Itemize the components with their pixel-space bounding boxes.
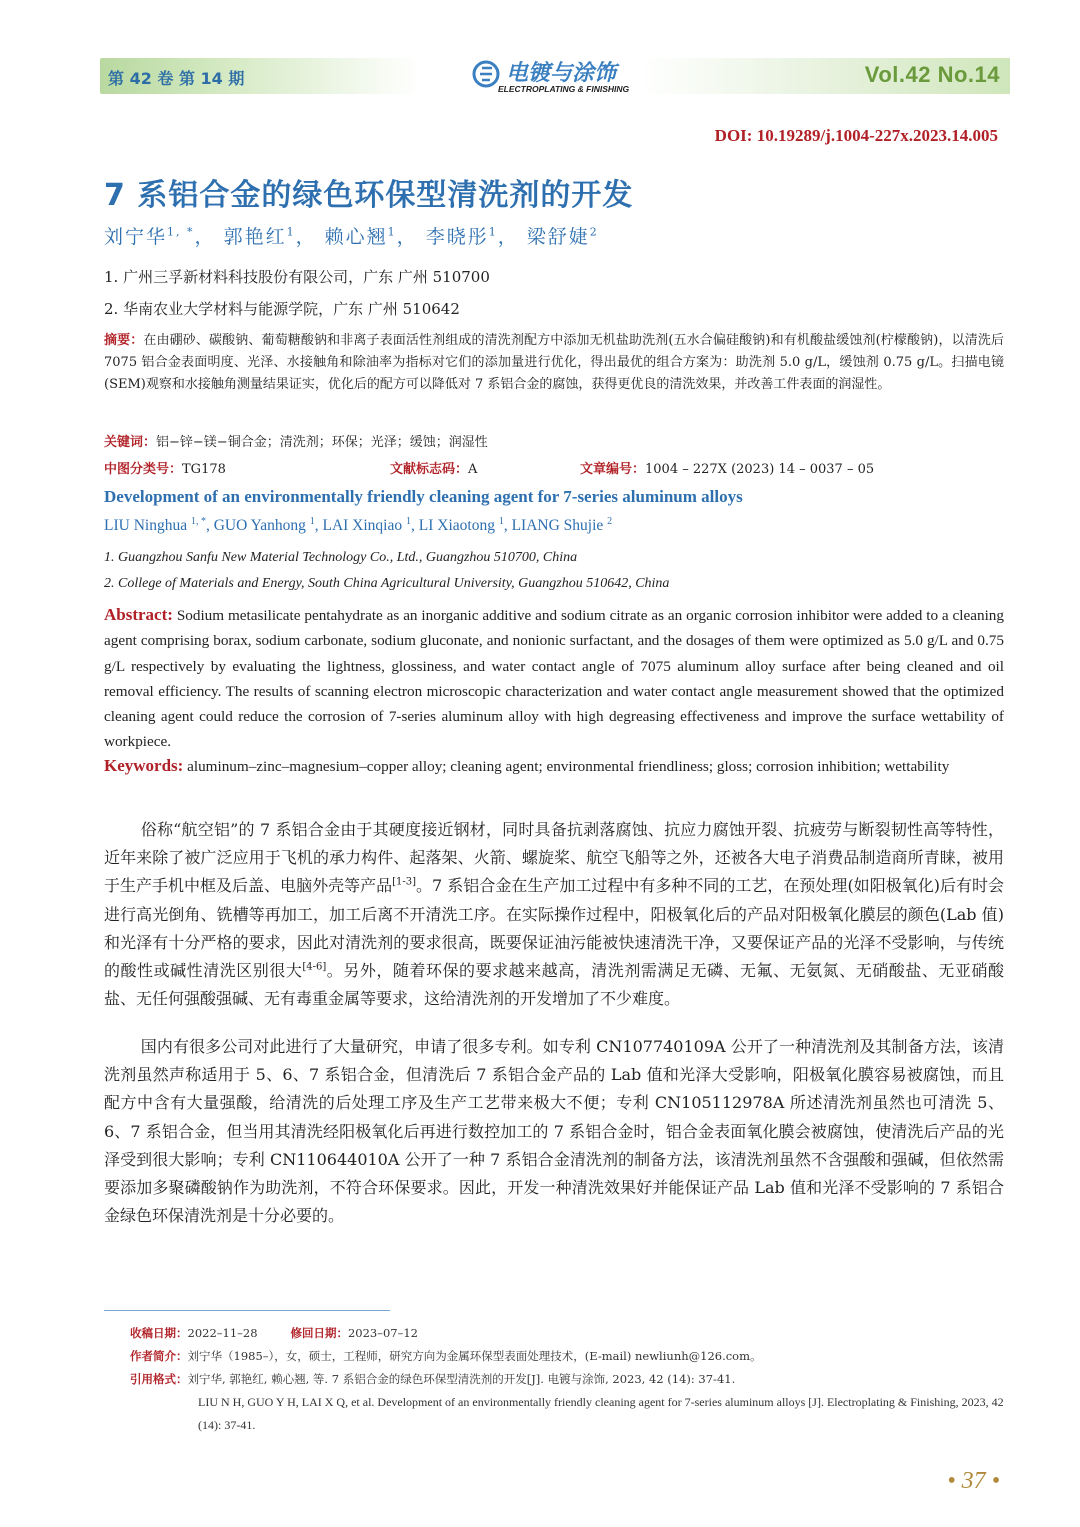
abstract-en-text: Sodium metasilicate pentahydrate as an inorganic additive and sodium citrate as an organic corrosion inhibitor were added to a cleaning agent comprising borax, sodium carbonate, sodium gluconate, and nonionic surfactant, and the dosages of them were optimized as 5.0 g/L and 0.75 g/L respectively by evaluating the lightness, glossiness, and water contact angle of 7075 aluminum alloy surface after being cleaned and oil removal efficiency. The results of scanning electron microscopic characterization and water contact angle measurement showed that the optimized cleaning agent could reduce the corrosion of 7-series aluminum alloy with high degreasing effectiveness and improve the surface wettability of workpiece. xyxy=(104,607,1004,751)
author-sup: 1, * xyxy=(167,225,195,239)
author-sup: 1 xyxy=(286,225,296,239)
author-name: 郭艳红 xyxy=(223,226,287,248)
author-sup-en: 1 xyxy=(498,516,504,527)
citation-ref[interactable]: [1-3] xyxy=(392,877,417,889)
citation-ref[interactable]: [4-6] xyxy=(302,961,327,973)
footnote-dates xyxy=(130,1322,418,1344)
author-name: 刘宁华 xyxy=(104,226,168,248)
doc-value: A xyxy=(468,462,478,477)
authors-en: LIU Ninghua $^{1, *}$, GUO Yanhong $^1$, LAI Xinqiao $^1$, LI Xiaotong $^1$, LIANG Shujie $^2$ xyxy=(104,516,613,535)
citation-en: LIU N H, GUO Y H, LAI X Q, et al. Development of an environmentally friendly cleaning agent for 7-series aluminum alloys [J]. Electroplating & Finishing, 2023, 42 (14): 37-41. xyxy=(198,1395,1004,1432)
authors-cn: 刘宁华$^{1, *}$， 郭艳红$^1$， 赖心翘$^1$， 李晓彤$^1$， 梁舒婕$^2$ xyxy=(104,225,599,248)
article-number-label: 文章编号： xyxy=(580,462,646,477)
body-text: 。7 系铝合金在生产加工过程中有多种不同的工艺，在预处理(如阳极氧化)后有时会进行高光倒角、铣槽等再加工，加工后离不开清洗工序。在实际操作过程中，阳极氧化后的产品对阳极氧化膜层的颜色(Lab 值)和光泽有十分严格的要求，因此对清洗剂的要求很高，既要保证油污能被快速清洗干净，又要保证产品的光泽不受影响，与传统的酸性或碱性清洗区别很大 xyxy=(104,876,1004,981)
keywords-cn xyxy=(104,431,488,450)
received-label: 收稿日期： xyxy=(130,1326,188,1340)
author-sup-en: 1 xyxy=(406,516,411,527)
volume-issue-en: Vol.42 No.14 xyxy=(864,62,1000,87)
footnote-divider xyxy=(104,1310,390,1311)
body-text: 。另外，随着环保的要求越来越高，清洗剂需满足无磷、无氟、无氨氮、无硝酸盐、无亚硝酸盐、无任何强酸强碱、无有毒重金属等要求，这给清洗剂的开发增加了不少难度。 xyxy=(104,961,1004,1009)
author-sup-en: 2 xyxy=(607,516,613,527)
article-number-value: 1004 – 227X (2023) 14 – 0037 – 05 xyxy=(645,462,875,477)
author-name: 梁舒婕 xyxy=(526,226,590,248)
author-name-en: LIU Ninghua xyxy=(104,517,188,535)
abstract-en-label: Abstract: xyxy=(104,605,173,624)
body-text: 俗称“航空铝”的 7 系铝合金由于其硬度接近钢材，同时具备抗剥落腐蚀、抗应力腐蚀开裂、抗疲劳与断裂韧性高等特性，近年来除了被广泛应用于飞机的承力构件、起落架、火箭、螺旋桨、航空飞船等之外，还被各大电子消费品制造商所青睐，被用于生产手机中框及后盖、电脑外壳等产品 xyxy=(104,820,1004,896)
abstract-cn-text: 在由硼砂、碳酸钠、葡萄糖酸钠和非离子表面活性剂组成的清洗剂配方中添加无机盐助洗剂(五水合偏硅酸钠)和有机酸盐缓蚀剂(柠檬酸钠)，以清洗后 7075 铝合金表面明度、光泽、水接触角和除油率为指标对它们的添加量进行优化，得出最优的组合方案为：助洗剂 5.0 g/L，缓蚀剂 0.75 g/L。扫描电镜(SEM)观察和水接触角测量结果证实，优化后的配方可以降低对 7 系铝合金的腐蚀，获得更优良的清洗效果，并改善工件表面的润湿性。 xyxy=(104,333,1004,392)
citation-cn: 刘宁华, 郭艳红, 赖心翘, 等. 7 系铝合金的绿色环保型清洗剂的开发[J]. 电镀与涂饰, 2023, 42 (14): 37-41. xyxy=(187,1372,736,1386)
affiliation-cn-1: 1. 广州三孚新材料科技股份有限公司，广东 广州 510700 xyxy=(104,268,490,286)
affiliation-en-1: 1. Guangzhou Sanfu New Material Technology Co., Ltd., Guangzhou 510700, China xyxy=(104,550,578,565)
journal-name-en: ELECTROPLATING & FINISHING xyxy=(498,84,630,94)
affiliation-en-2: 2. College of Materials and Energy, South China Agricultural University, Guangzhou 510642, China xyxy=(104,576,670,591)
author-sup-en: 1 xyxy=(309,516,315,527)
revised-label: 修回日期： xyxy=(290,1326,348,1340)
revised-date: 2023–07–12 xyxy=(347,1326,418,1340)
author-bio-label: 作者简介： xyxy=(130,1349,188,1363)
doc-label: 文献标志码： xyxy=(390,462,469,477)
author-name: 赖心翘 xyxy=(324,226,388,248)
keywords-en-label: Keywords: xyxy=(104,756,184,775)
author-name-en: LAI Xinqiao xyxy=(322,517,403,535)
author-sup: 2 xyxy=(589,225,599,239)
received-date: 2022–11–28 xyxy=(187,1326,258,1340)
author-sup: 1 xyxy=(488,225,498,239)
footnote-citation xyxy=(130,1368,735,1390)
journal-name-cn: 电镀与涂饰 xyxy=(506,60,617,86)
article-number xyxy=(580,458,874,477)
volume-issue-cn: 第 42 卷 第 14 期 xyxy=(108,69,245,88)
citation-label: 引用格式： xyxy=(130,1372,188,1386)
author-bio: 刘宁华（1985–），女，硕士，工程师，研究方向为金属环保型表面处理技术，(E-mail) newliunh@126.com。 xyxy=(187,1349,762,1363)
footnote-author xyxy=(130,1345,762,1367)
clc-code xyxy=(104,458,226,477)
author-name-en: LIANG Shujie xyxy=(511,517,604,535)
abstract-cn-label: 摘要： xyxy=(104,333,144,348)
keywords-en xyxy=(104,753,1004,779)
doi[interactable]: DOI: 10.19289/j.1004-227x.2023.14.005 xyxy=(714,126,998,145)
keywords-en-text: aluminum–zinc–magnesium–copper alloy; cleaning agent; environmental friendliness; gloss; corrosion inhibition; wettability xyxy=(187,758,950,775)
keywords-cn-text: 铝−锌−镁−铜合金；清洗剂；环保；光泽；缓蚀；润湿性 xyxy=(156,435,488,450)
clc-label: 中图分类号： xyxy=(104,462,183,477)
affiliation-cn-2: 2. 华南农业大学材料与能源学院，广东 广州 510642 xyxy=(104,300,460,318)
abstract-cn xyxy=(104,330,1004,396)
author-sup-en: 1, * xyxy=(190,516,206,527)
body-paragraph-1 xyxy=(104,816,1004,1013)
clc-value: TG178 xyxy=(182,462,226,477)
article-title-en: Development of an environmentally friendly cleaning agent for 7-series aluminum alloys xyxy=(104,487,743,506)
author-name-en: LI Xiaotong xyxy=(418,517,495,535)
keywords-cn-label: 关键词： xyxy=(104,435,157,450)
body-paragraph-2: 国内有很多公司对此进行了大量研究，申请了很多专利。如专利 CN107740109A 公开了一种清洗剂及其制备方法，该清洗剂虽然声称适用于 5、6、7 系铝合金，但清洗后 7 系铝合金产品的 Lab 值和光泽大受影响，阳极氧化膜容易被腐蚀，而且配方中含有大量强酸，给清洗的后处理工序及生产工艺带来极大不便；专利 CN105112978A 所述清洗剂虽然也可清洗 5、6、7 系铝合金，但当用其清洗经阳极氧化后再进行数控加工的 7 系铝合金时，铝合金表面氧化膜会被腐蚀，使清洗后产品的光泽受到很大影响；专利 CN110644010A 公开了一种 7 系铝合金清洗剂的制备方法，该清洗剂虽然不含强酸和强碱，但依然需要添加多聚磷酸钠作为助洗剂，不符合环保要求。因此，开发一种清洗效果好并能保证产品 Lab 值和光泽不受影响的 7 系铝合金绿色环保清洗剂是十分必要的。 xyxy=(104,1037,1004,1226)
abstract-en xyxy=(104,602,1004,755)
doc-code xyxy=(390,458,477,477)
author-sup: 1 xyxy=(387,225,397,239)
page-number: • 37 • xyxy=(947,1468,1000,1494)
author-name-en: GUO Yanhong xyxy=(213,517,306,535)
article-title-cn: 7 系铝合金的绿色环保型清洗剂的开发 xyxy=(104,178,634,213)
author-name: 李晓彤 xyxy=(425,226,489,248)
